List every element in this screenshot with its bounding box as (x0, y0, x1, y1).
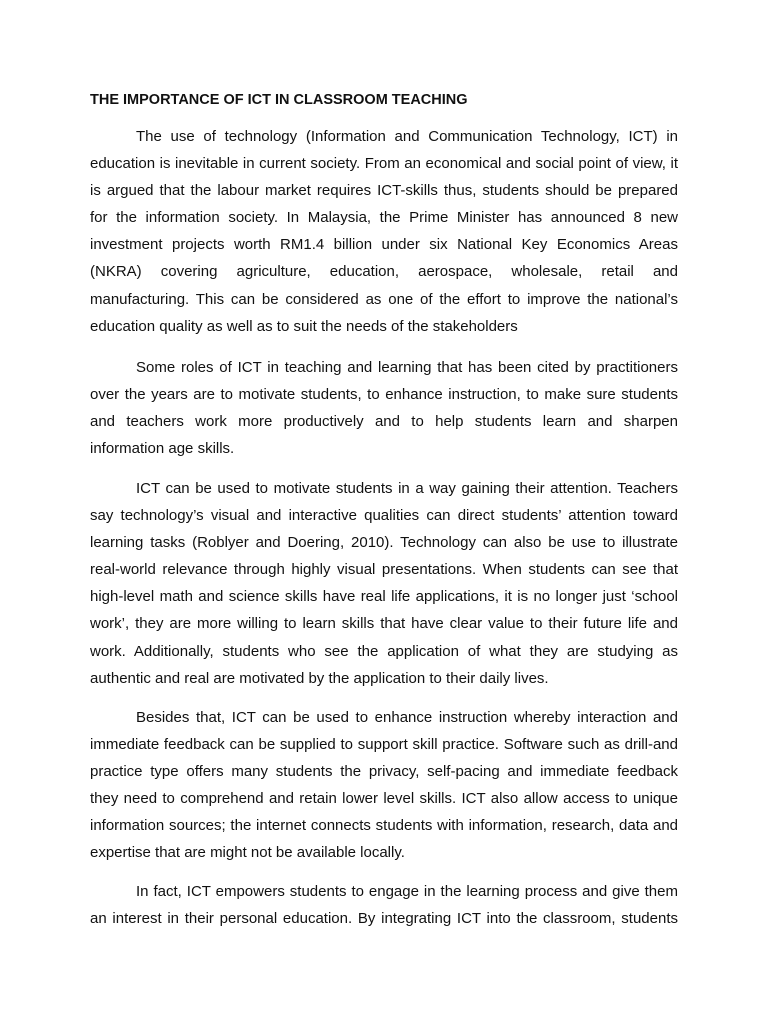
text-line: and teachers work more productively and to help students learn and sharpen (90, 413, 678, 431)
text-line: In fact, ICT empowers students to engage in the learning process and give them (136, 883, 678, 900)
text-line: real-world relevance through highly visual presentations. When students can see that (90, 561, 678, 579)
text-line: The use of technology (Information and Communication Technology, ICT) in (136, 128, 678, 145)
paragraph (90, 475, 678, 692)
text-line: education is inevitable in current society. From an economical and social point of view, it (90, 155, 678, 173)
text-line: an interest in their personal education. By integrating ICT into the classroom, students (90, 910, 678, 928)
paragraph (90, 704, 678, 867)
text-line: education quality as well as to suit the needs of the stakeholders (90, 317, 518, 335)
text-line: information age skills. (90, 440, 235, 458)
document-title: THE IMPORTANCE OF ICT IN CLASSROOM TEACHING (90, 92, 468, 108)
text-line: authentic and real are motivated by the application to their daily lives. (90, 669, 549, 687)
text-line: Some roles of ICT in teaching and learning that has been cited by practitioners (136, 359, 678, 376)
paragraph (90, 878, 678, 932)
paragraph (90, 123, 678, 340)
text-line: Besides that, ICT can be used to enhance instruction whereby interaction and (136, 709, 678, 726)
text-line: information sources; the internet connects students with information, research, data and (90, 817, 678, 835)
text-line: (NKRA) covering agriculture, education, aerospace, wholesale, retail and (90, 263, 678, 281)
text-line: is argued that the labour market requires ICT-skills thus, students should be prepared (90, 182, 678, 200)
paragraph (90, 354, 678, 462)
text-line: ICT can be used to motivate students in a way gaining their attention. Teachers (136, 480, 678, 497)
text-line: practice type offers many students the privacy, self-pacing and immediate feedback (90, 763, 678, 781)
text-line: work’, they are more willing to learn skills that have clear value to their future life and (90, 615, 678, 633)
text-line: over the years are to motivate students, to enhance instruction, to make sure students (90, 386, 678, 404)
text-line: manufacturing. This can be considered as one of the effort to improve the national’s (90, 290, 678, 308)
text-line: high-level math and science skills have real life applications, it is no longer just ‘school (90, 588, 678, 606)
text-line: learning tasks (Roblyer and Doering, 2010). Technology can also be use to illustrate (90, 534, 678, 552)
text-line: say technology’s visual and interactive qualities can direct students’ attention toward (90, 507, 678, 525)
text-line: work. Additionally, students who see the application of what they are studying as (90, 642, 678, 660)
text-line: immediate feedback can be supplied to support skill practice. Software such as drill-and (90, 736, 678, 754)
text-line: expertise that are might not be available locally. (90, 844, 405, 862)
text-line: they need to comprehend and retain lower level skills. ICT also allow access to unique (90, 790, 678, 808)
text-line: for the information society. In Malaysia, the Prime Minister has announced 8 new (90, 209, 678, 227)
text-line: investment projects worth RM1.4 billion under six National Key Economics Areas (90, 236, 678, 254)
